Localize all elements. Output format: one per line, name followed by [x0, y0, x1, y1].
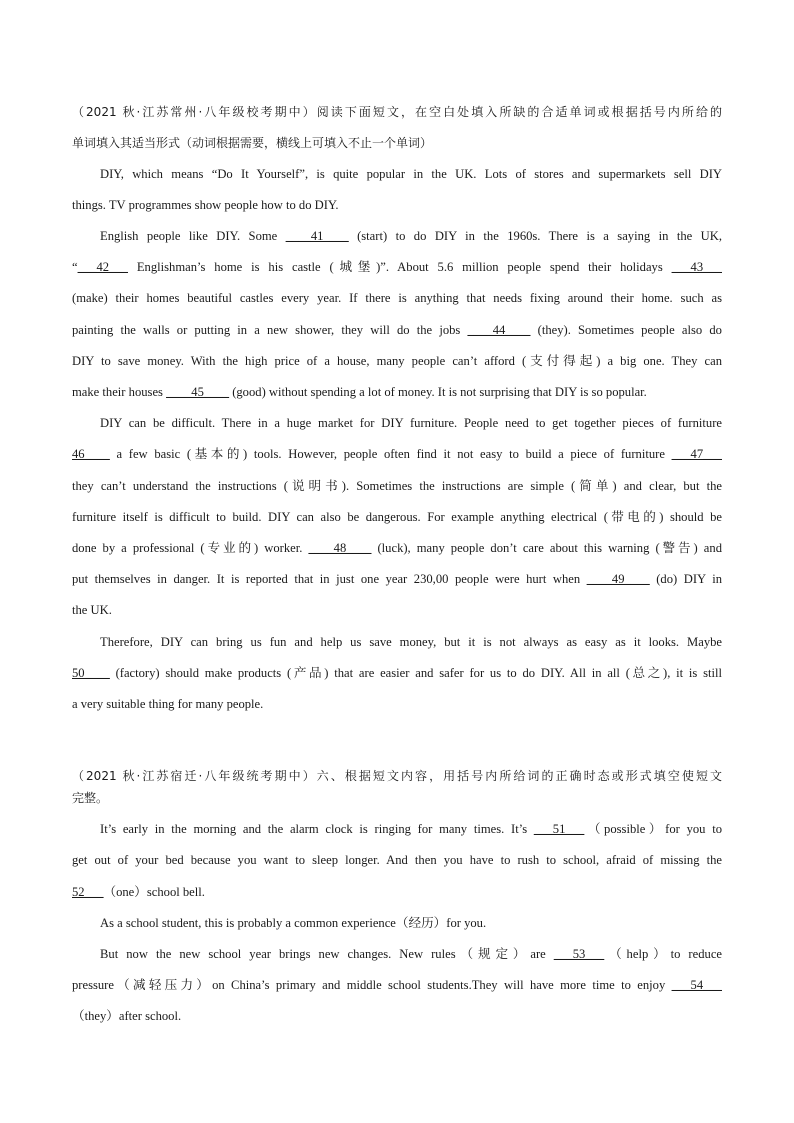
blank-43[interactable]: ___43___: [671, 260, 722, 274]
s2-p1-line2: get out of your bed because you want to sleep longer. And then you have to rush to school, afraid of missing the: [72, 853, 722, 867]
s1-p2-line3: (make) their homes beautiful castles every year. If there is anything that needs fixing around their home. such as: [72, 291, 722, 305]
text-span: (good) without spending a lot of money. It is not surprising that DIY is so popular.: [229, 385, 647, 399]
text-span: (factory) should make products (产品) that are easier and safer for us to do DIY. All in all (总之), it is still: [109, 666, 722, 680]
s1-p2-line2: [72, 257, 722, 277]
blank-52[interactable]: 52___: [72, 885, 104, 899]
text-span: (luck), many people don’t care about this warning (警告) and: [371, 541, 722, 555]
text-span: Englishman’s home is his castle (城堡)”. About 5.6 million people spend their holidays: [127, 260, 672, 274]
blank-47[interactable]: ___47___: [671, 447, 722, 461]
s1-p2-line5: DIY to save money. With the high price of a house, many people can’t afford (支付得起) a big one. They can: [72, 354, 722, 368]
text-span: (start) to do DIY in the 1960s. There is a saying in the UK,: [348, 229, 722, 243]
s2-p1-line1: [100, 819, 722, 839]
s1-p2-line1: [100, 226, 722, 246]
s1-p4-line2: [72, 663, 722, 683]
section2-instruction-line1: （2021 秋·江苏宿迁·八年级统考期中）六、根据短文内容，用括号内所给词的正确时态或形式填空使短文: [72, 769, 722, 783]
text-span: “: [72, 260, 78, 274]
blank-42[interactable]: ___42___: [77, 260, 128, 274]
s1-p2-line6: [72, 382, 722, 402]
s1-p3-line6: [72, 569, 722, 589]
text-span: done by a professional (专业的) worker.: [72, 541, 309, 555]
text-span: pressure（减轻压力）on China’s primary and middle school students.They will have more time to enjoy: [72, 978, 672, 992]
section2-instruction-line2: 完整。: [72, 791, 109, 805]
s2-p3-line2: [72, 975, 722, 995]
s1-p3-line2: [72, 444, 722, 464]
blank-46[interactable]: 46____: [72, 447, 110, 461]
text-span: （possible）for you to: [584, 822, 722, 836]
s1-p3-line3: they can’t understand the instructions (说明书). Sometimes the instructions are simple (简单) and clear, but the: [72, 479, 722, 493]
s1-p3-line4: furniture itself is difficult to build. DIY can also be dangerous. For example anything electrical (带电的) should be: [72, 510, 722, 524]
blank-45[interactable]: ____45____: [166, 385, 230, 399]
s1-p1-line1: DIY, which means “Do It Yourself”, is quite popular in the UK. Lots of stores and supermarkets sell DIY: [100, 167, 722, 181]
section1-instruction-line2: 单词填入其适当形式（动词根据需要，横线上可填入不止一个单词）: [72, 136, 433, 150]
blank-50[interactable]: 50____: [72, 666, 110, 680]
text-span: English people like DIY. Some: [100, 229, 286, 243]
blank-51[interactable]: ___51___: [533, 822, 585, 836]
text-span: （help）to reduce: [604, 947, 722, 961]
s1-p3-line7: the UK.: [72, 603, 112, 617]
s1-p2-line4: [72, 320, 722, 340]
s1-p3-line1: DIY can be difficult. There in a huge market for DIY furniture. People need to get together pieces of furniture: [100, 416, 722, 430]
text-span: make their houses: [72, 385, 167, 399]
s2-p3-line3: （they）after school.: [72, 1009, 182, 1023]
blank-49[interactable]: ____49____: [586, 572, 650, 586]
s2-p3-line1: [100, 944, 722, 964]
s1-p4-line3: a very suitable thing for many people.: [72, 697, 264, 711]
s1-p1-line2: things. TV programmes show people how to do DIY.: [72, 198, 339, 212]
blank-41[interactable]: ____41____: [285, 229, 349, 243]
blank-54[interactable]: ___54___: [671, 978, 722, 992]
text-span: But now the new school year brings new changes. New rules（规定）are: [100, 947, 554, 961]
blank-48[interactable]: ____48____: [308, 541, 372, 555]
s1-p4-line1: Therefore, DIY can bring us fun and help us save money, but it is not always as easy as it looks. Maybe: [100, 635, 722, 649]
text-span: a few basic (基本的) tools. However, people often find it not easy to build a piece of furniture: [109, 447, 672, 461]
blank-53[interactable]: ___53___: [553, 947, 605, 961]
text-span: （one）school bell.: [103, 885, 205, 899]
text-span: (they). Sometimes people also do: [530, 323, 722, 337]
section1-instruction-line1: （2021 秋·江苏常州·八年级校考期中）阅读下面短文，在空白处填入所缺的合适单词或根据括号内所给的: [72, 105, 722, 119]
text-span: It’s early in the morning and the alarm clock is ringing for many times. It’s: [100, 822, 534, 836]
s1-p3-line5: [72, 538, 722, 558]
text-span: (do) DIY in: [649, 572, 722, 586]
text-span: put themselves in danger. It is reported that in just one year 230,00 people were hurt when: [72, 572, 587, 586]
text-span: painting the walls or putting in a new shower, they will do the jobs: [72, 323, 468, 337]
s2-p2-line1: As a school student, this is probably a common experience（经历）for you.: [100, 916, 487, 930]
s2-p1-line3: [72, 882, 722, 902]
blank-44[interactable]: ____44____: [467, 323, 531, 337]
